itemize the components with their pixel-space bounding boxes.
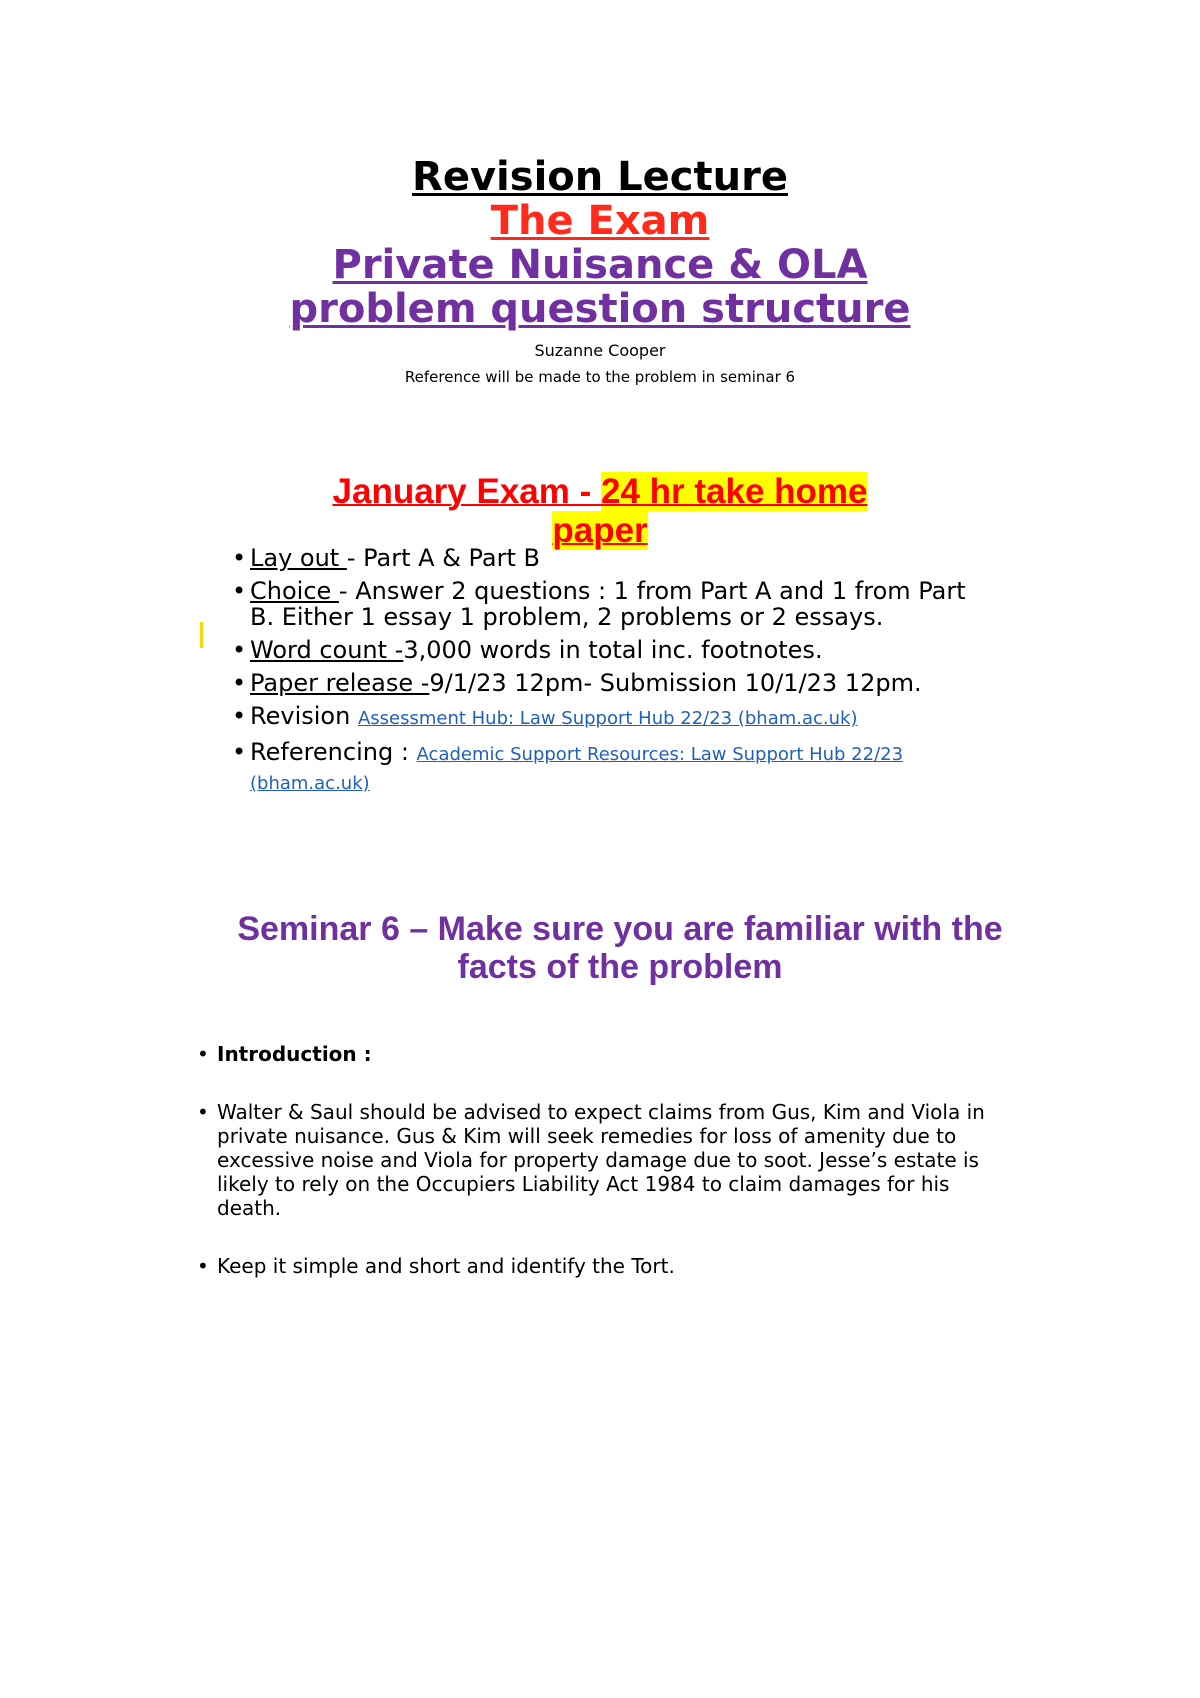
title-topic-line2: problem question structure xyxy=(289,286,911,332)
introduction-label: Introduction : xyxy=(217,1042,372,1066)
list-item-wordcount xyxy=(232,637,992,663)
title-the-exam: The Exam xyxy=(490,198,710,244)
title-slide xyxy=(0,155,1200,386)
author-name: Suzanne Cooper xyxy=(534,341,666,360)
exam-slide-title xyxy=(230,472,970,550)
reference-note: Reference will be made to the problem in seminar 6 xyxy=(404,368,796,386)
list-item-release xyxy=(232,670,992,696)
advice-text: Walter & Saul should be advised to expect claims from Gus, Kim and Viola in private nuisance. Gus & Kim will seek remedies for loss of amenity due to excessive noise and Viola for property damage due to soot. Jesse’s estate is likely to rely on the Occupiers Liability Act 1984 to claim damages for his death. xyxy=(217,1100,985,1220)
list-item-layout xyxy=(232,545,992,571)
revision-link[interactable]: Assessment Hub: Law Support Hub 22/23 (bham.ac.uk) xyxy=(357,708,858,729)
exam-title-highlight: 24 hr take home xyxy=(600,472,868,511)
title-revision-lecture: Revision Lecture xyxy=(412,154,788,200)
exam-title-prefix: January Exam - xyxy=(332,472,601,511)
highlight-mark xyxy=(200,622,203,648)
choice-text: - Answer 2 questions : 1 from Part A and 1 from Part B. Either 1 essay 1 problem, 2 problems or 2 essays. xyxy=(250,577,966,631)
list-item-revision xyxy=(232,703,992,732)
referencing-label: Referencing : xyxy=(250,738,417,766)
revision-label: Revision xyxy=(250,702,358,730)
seminar-points-list xyxy=(197,1042,1017,1312)
seminar-slide-title: Seminar 6 – Make sure you are familiar with the facts of the problem xyxy=(237,910,1003,986)
referencing-link[interactable]: Academic Support Resources: Law Support Hub 22/23 (bham.ac.uk) xyxy=(250,744,904,794)
list-item-referencing xyxy=(232,739,992,797)
exam-details-list xyxy=(232,545,992,804)
layout-label: Lay out xyxy=(250,544,347,572)
wordcount-label: Word count - xyxy=(250,636,404,664)
list-item-advice xyxy=(197,1100,1017,1220)
release-label: Paper release - xyxy=(250,669,430,697)
wordcount-text: 3,000 words in total inc. footnotes. xyxy=(403,636,823,664)
choice-label: Choice xyxy=(250,577,339,605)
list-item-introduction xyxy=(197,1042,1017,1066)
list-item-tip xyxy=(197,1254,1017,1278)
title-topic-line1: Private Nuisance & OLA xyxy=(332,242,868,288)
tip-text: Keep it simple and short and identify the Tort. xyxy=(217,1254,675,1278)
exam-title-highlight-2: paper xyxy=(552,511,648,550)
list-item-choice xyxy=(232,578,992,630)
release-text: 9/1/23 12pm- Submission 10/1/23 12pm. xyxy=(429,669,922,697)
layout-text: - Part A & Part B xyxy=(346,544,541,572)
